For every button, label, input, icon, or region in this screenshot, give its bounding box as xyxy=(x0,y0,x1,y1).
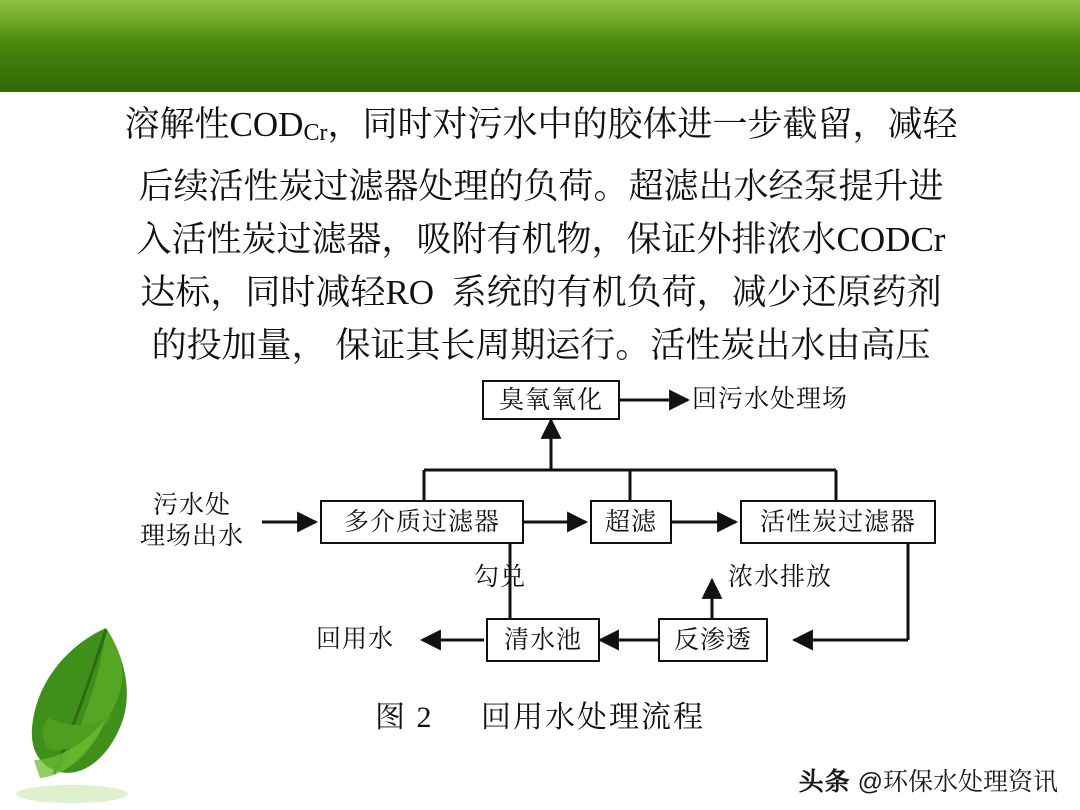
node-ultrafiltration[interactable] xyxy=(590,500,672,544)
label-blending: 勾兑 xyxy=(474,564,527,591)
top-green-banner xyxy=(0,0,1080,92)
node-ozone-oxidation-label: 臭氧氧化 xyxy=(498,386,603,414)
label-reuse-water: 回用水 xyxy=(316,626,395,653)
footer-watermark xyxy=(799,762,1058,798)
label-return-to-wastewater-plant: 回污水处理场 xyxy=(692,386,849,413)
paragraph-line-3 xyxy=(36,213,1046,266)
paragraph-line-4 xyxy=(36,266,1046,319)
label-brine-discharge: 浓水排放 xyxy=(728,564,833,591)
node-activated-carbon-filter[interactable] xyxy=(740,500,936,544)
codcr-token: CODCr xyxy=(836,220,946,259)
cod-token: COD xyxy=(229,105,304,144)
cod-subscript: Cr xyxy=(303,120,328,146)
label-inlet-water xyxy=(140,490,244,552)
watermark-platform: 头条 xyxy=(798,768,851,796)
banner-gloss xyxy=(0,0,1080,40)
paragraph-line-1 xyxy=(36,98,1046,160)
node-activated-carbon-filter-label: 活性炭过滤器 xyxy=(759,508,916,536)
label-inlet-water-line2: 理场出水 xyxy=(140,523,245,550)
node-multimedia-filter-label: 多介质过滤器 xyxy=(343,508,500,536)
ro-token: RO xyxy=(385,273,435,312)
paragraph-line-2: 后续活性炭过滤器处理的负荷。超滤出水经泵提升进 xyxy=(138,167,944,206)
node-reverse-osmosis[interactable] xyxy=(658,618,768,662)
node-ultrafiltration-label: 超滤 xyxy=(604,508,657,536)
node-multimedia-filter[interactable] xyxy=(320,500,524,544)
watermark-account: @环保水处理资讯 xyxy=(857,768,1058,796)
figure-caption-number: 图 2 xyxy=(375,701,434,734)
figure-caption-text: 回用水处理流程 xyxy=(481,701,705,734)
paragraph-line-1-suffix: ，同时对污水中的胶体进一步截留，减轻 xyxy=(327,105,958,144)
paragraph-line-4-prefix: 达标，同时减轻 xyxy=(140,273,386,312)
paragraph-line-5: 的投加量， 保证其长周期运行。活性炭出水由高压 xyxy=(151,326,931,365)
label-inlet-water-line1: 污水处 xyxy=(153,492,232,519)
paragraph-line-3-prefix: 入活性炭过滤器，吸附有机物，保证外排浓水 xyxy=(136,220,837,259)
node-clear-water-tank-label: 清水池 xyxy=(503,626,582,654)
slide-paragraph xyxy=(36,98,1046,372)
paragraph-line-4-suffix: 系统的有机负荷，减少还原药剂 xyxy=(451,273,942,312)
node-clear-water-tank[interactable] xyxy=(486,618,600,662)
paragraph-line-1-prefix: 溶解性 xyxy=(124,105,230,144)
node-reverse-osmosis-label: 反渗透 xyxy=(673,626,752,654)
leaf-decoration-icon xyxy=(10,610,210,810)
node-ozone-oxidation[interactable] xyxy=(482,380,620,420)
